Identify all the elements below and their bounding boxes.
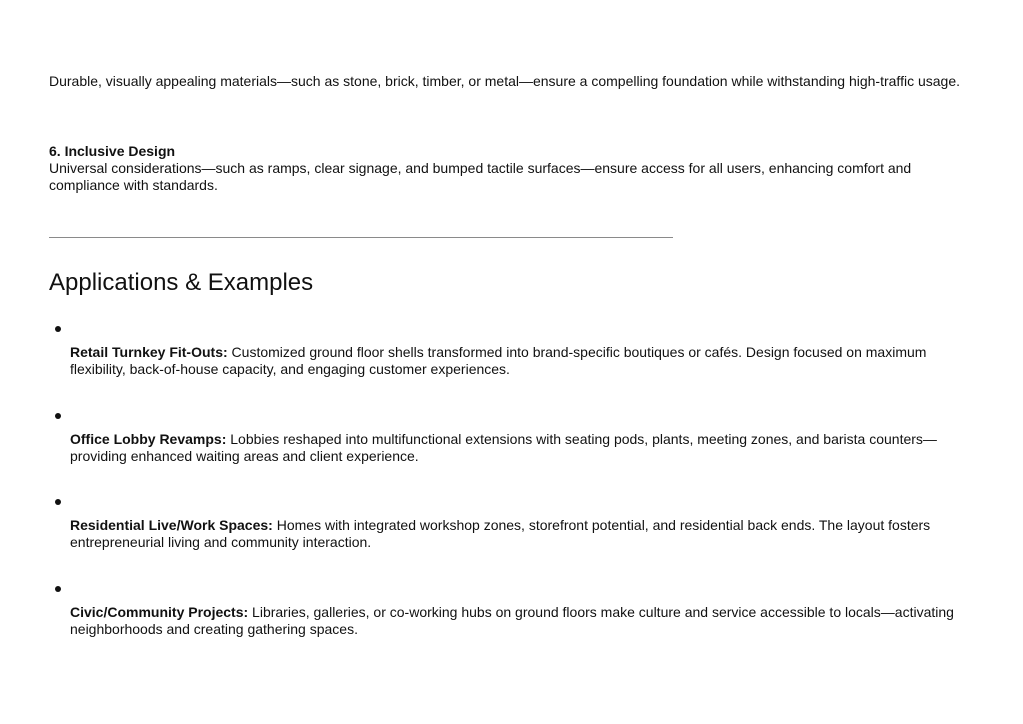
list-item-text: Libraries, galleries, or co-working hubs on ground floors make culture and service accessible to locals—activating neighborhoods and creating gathering spaces.	[70, 604, 954, 637]
list-item-office	[70, 431, 970, 465]
list-item-text: Lobbies reshaped into multifunctional extensions with seating pods, plants, meeting zones, and barista counters—providing enhanced waiting areas and client experience.	[70, 431, 937, 464]
list-item-term: Residential Live/Work Spaces:	[70, 517, 273, 533]
durable-materials-paragraph: Durable, visually appealing materials—such as stone, brick, timber, or metal—ensure a compelling foundation while withstanding high-traffic usage.	[49, 73, 960, 89]
list-item-civic	[70, 604, 970, 638]
list-item-retail	[70, 344, 970, 378]
list-item-text: Customized ground floor shells transformed into brand-specific boutiques or cafés. Design focused on maximum flexibility, back-of-house capacity, and engaging customer experiences.	[70, 344, 927, 377]
bullet-icon	[55, 326, 61, 332]
list-item-residential	[70, 517, 970, 551]
applications-heading: Applications & Examples	[49, 269, 314, 296]
section-divider	[49, 237, 673, 238]
bullet-icon	[55, 413, 61, 419]
inclusive-design-title: 6. Inclusive Design	[49, 143, 176, 159]
inclusive-design-paragraph: Universal considerations—such as ramps, clear signage, and bumped tactile surfaces—ensure access for all users, enhancing comfort and compliance with standards.	[49, 160, 912, 193]
list-item-term: Office Lobby Revamps:	[70, 431, 227, 447]
list-item-term: Retail Turnkey Fit-Outs:	[70, 344, 228, 360]
bullet-icon	[55, 499, 61, 505]
list-item-text: Homes with integrated workshop zones, storefront potential, and residential back ends. The layout fosters entrepreneurial living and community interaction.	[70, 517, 931, 550]
bullet-icon	[55, 586, 61, 592]
list-item-term: Civic/Community Projects:	[70, 604, 249, 620]
